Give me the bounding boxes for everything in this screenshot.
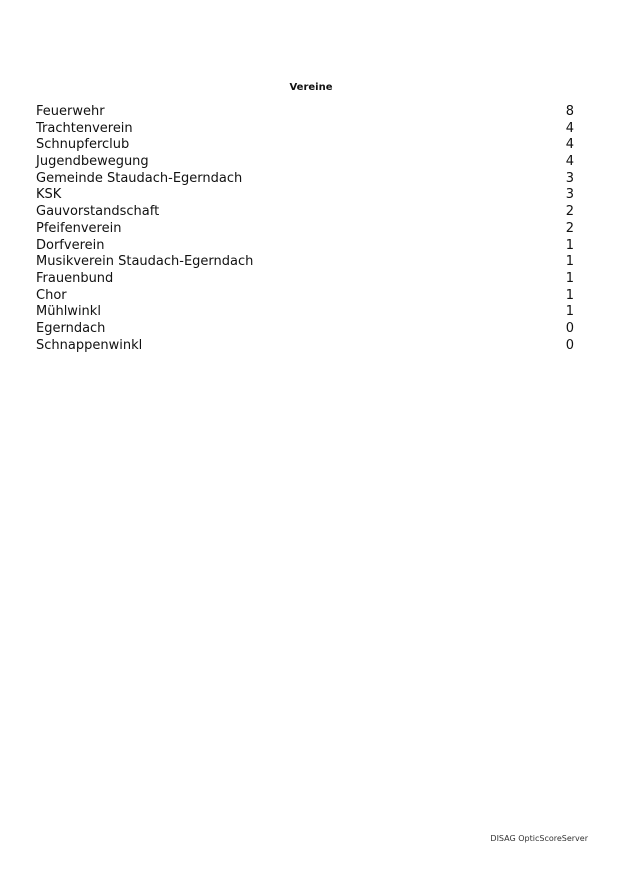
club-name: Schnupferclub <box>36 137 130 153</box>
club-name: Chor <box>36 287 67 303</box>
club-count: 4 <box>565 137 574 153</box>
club-name: Feuerwehr <box>36 104 105 119</box>
club-count: 2 <box>565 204 574 220</box>
list-item <box>36 338 574 355</box>
club-name: Trachtenverein <box>36 120 133 136</box>
club-count: 1 <box>565 287 574 303</box>
club-count: 4 <box>565 120 574 136</box>
club-name: Frauenbund <box>36 270 114 286</box>
club-name: Pfeifenverein <box>36 220 122 236</box>
list-item <box>36 204 574 221</box>
club-name: Dorfverein <box>36 237 105 253</box>
club-name: KSK <box>36 187 62 203</box>
list-item <box>36 321 574 338</box>
footer-brand: DISAG OpticScoreServer <box>490 834 588 843</box>
list-item <box>36 104 574 121</box>
club-list <box>36 104 574 354</box>
list-item <box>36 154 574 171</box>
page-title: Vereine <box>289 82 333 93</box>
club-name: Gemeinde Staudach-Egerndach <box>36 170 243 186</box>
list-item <box>36 254 574 271</box>
list-item <box>36 121 574 138</box>
club-name: Gauvorstandschaft <box>36 204 160 220</box>
club-count: 4 <box>565 154 574 170</box>
list-item <box>36 187 574 204</box>
club-count: 1 <box>565 270 574 286</box>
list-item <box>36 238 574 255</box>
list-item <box>36 271 574 288</box>
list-item <box>36 171 574 188</box>
list-item <box>36 137 574 154</box>
list-item <box>36 288 574 305</box>
club-name: Jugendbewegung <box>36 154 149 170</box>
list-item <box>36 304 574 321</box>
club-count: 3 <box>565 170 574 186</box>
club-count: 1 <box>565 304 574 320</box>
club-count: 2 <box>565 220 574 236</box>
club-count: 3 <box>565 187 574 203</box>
club-name: Egerndach <box>36 320 106 336</box>
club-name: Schnappenwinkl <box>36 337 143 353</box>
club-count: 8 <box>565 104 574 119</box>
club-name: Musikverein Staudach-Egerndach <box>36 254 254 270</box>
club-count: 0 <box>565 320 574 336</box>
club-name: Mühlwinkl <box>36 304 101 320</box>
club-count: 1 <box>565 237 574 253</box>
club-count: 0 <box>565 337 574 353</box>
club-count: 1 <box>565 254 574 270</box>
list-item <box>36 221 574 238</box>
